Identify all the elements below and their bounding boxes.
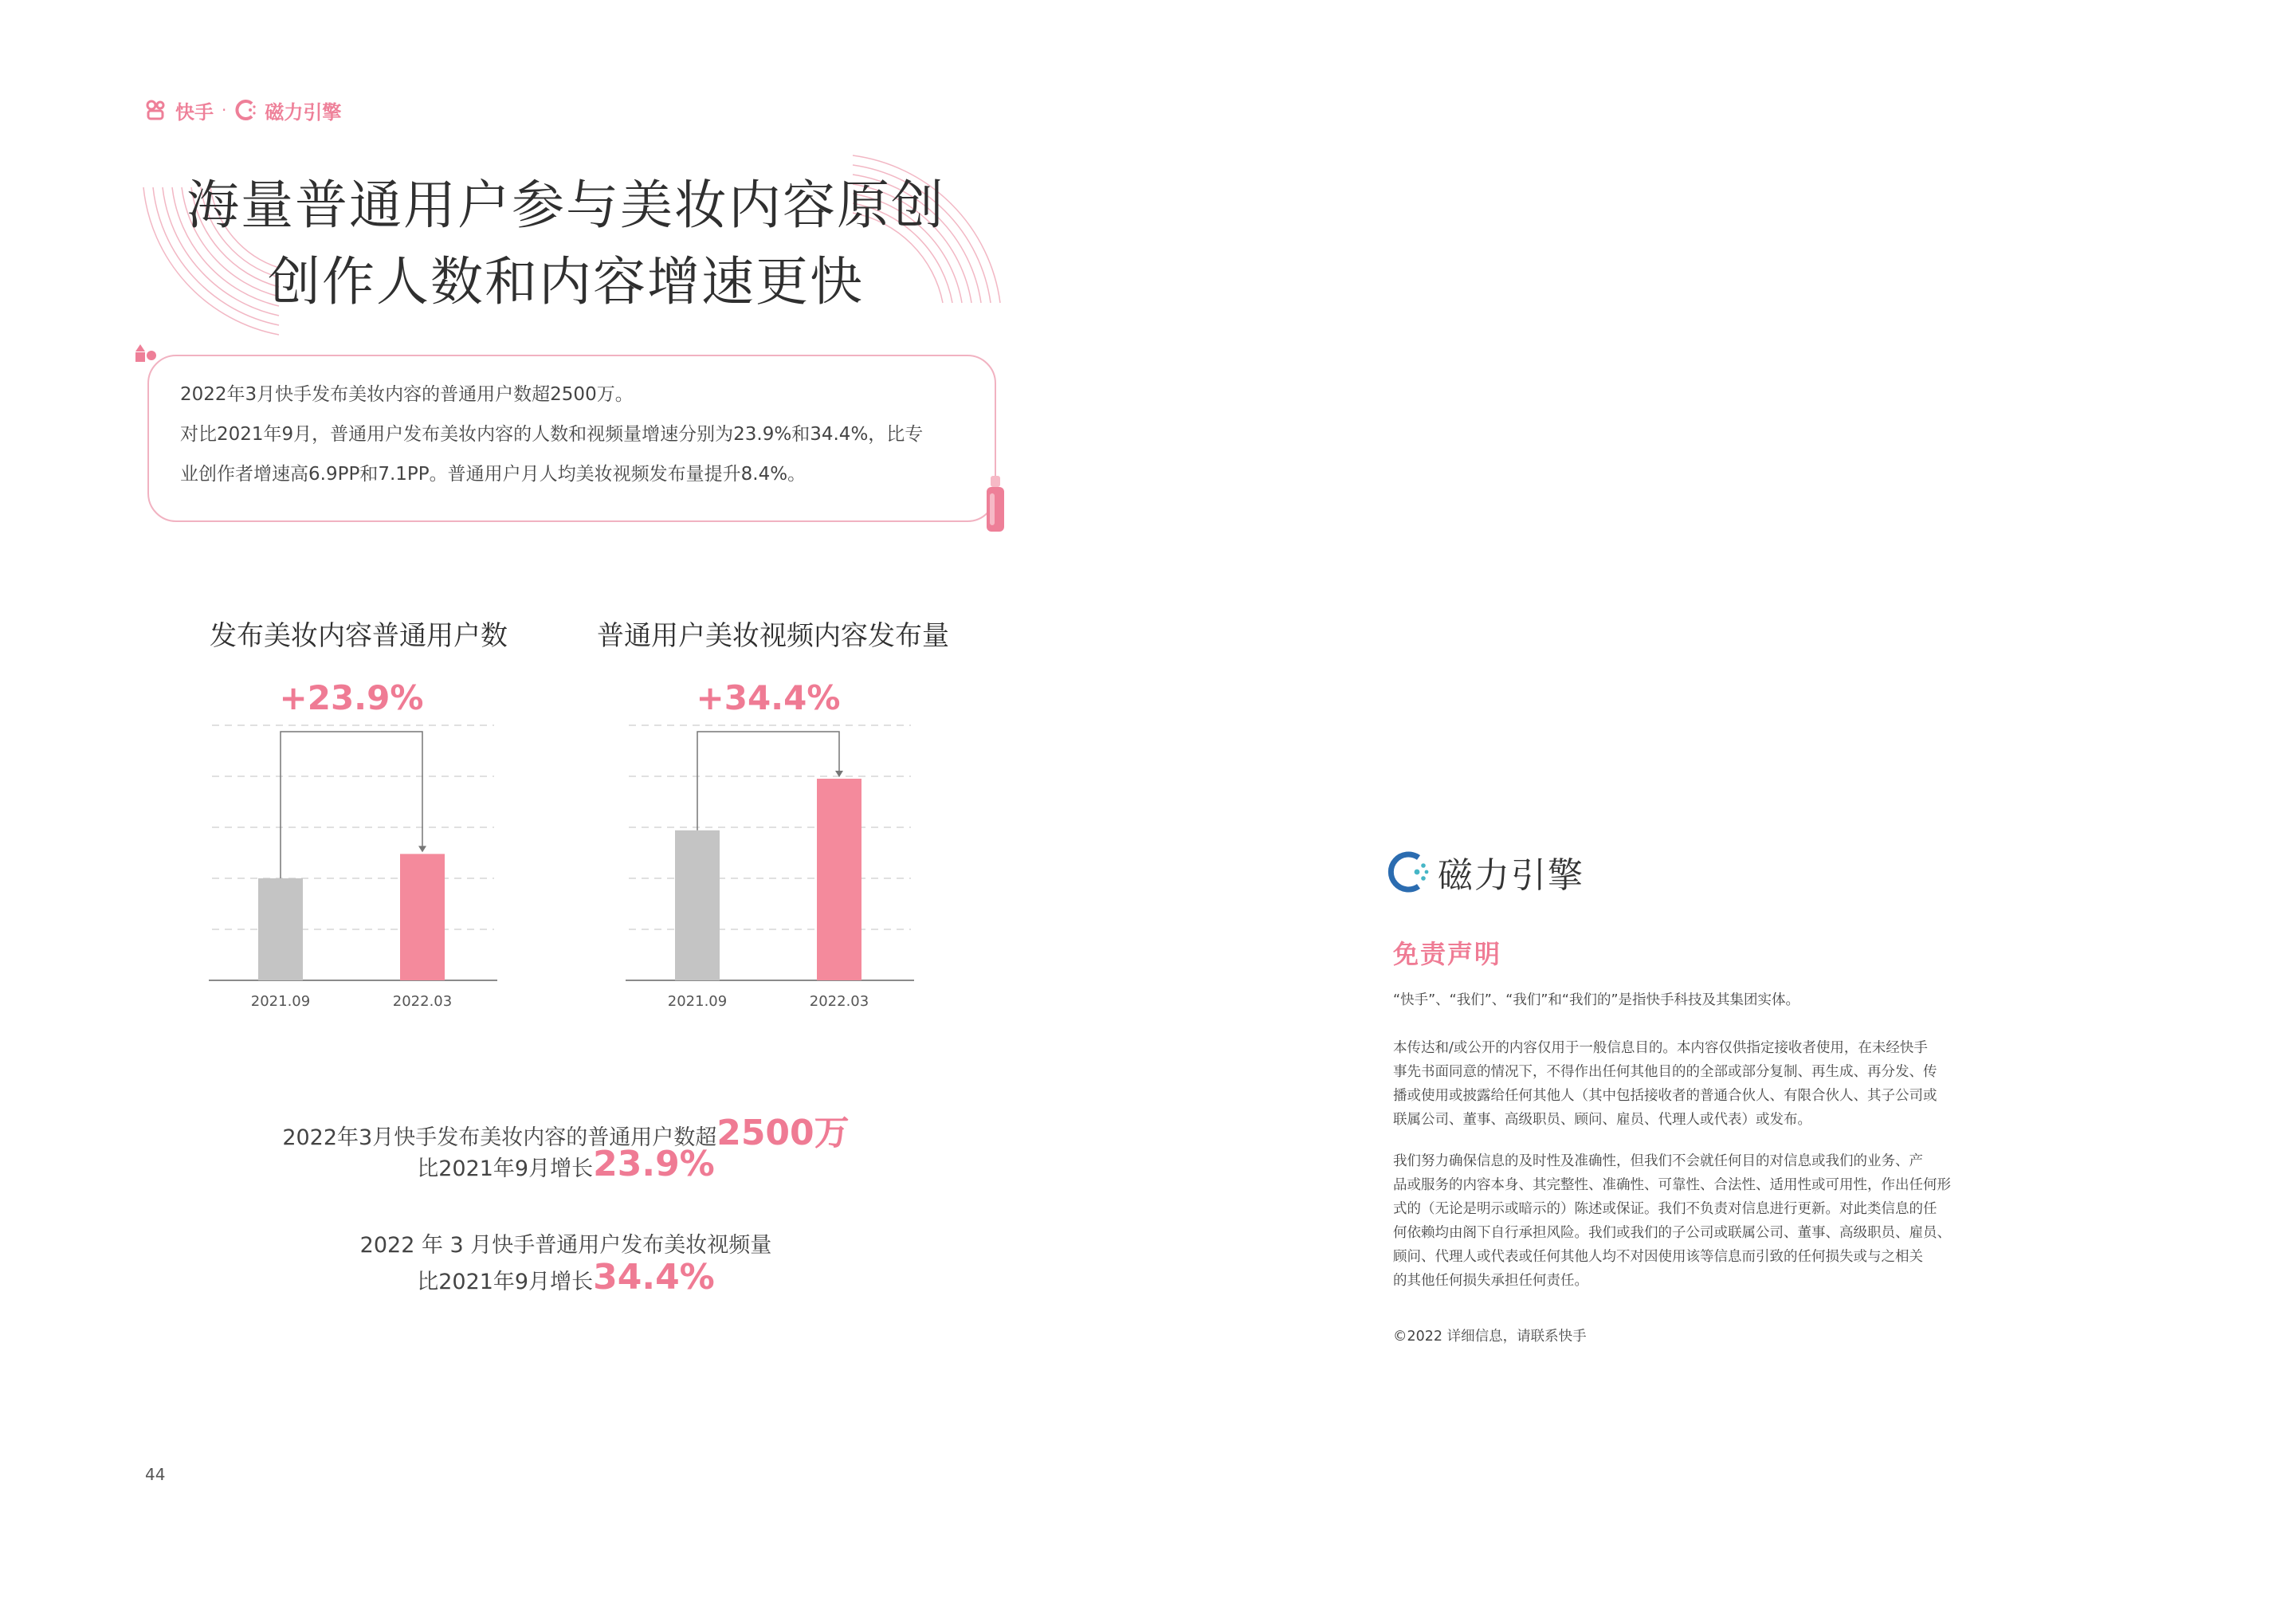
page-title-line1: 海量普通用户参与美妆内容原创 — [186, 175, 945, 236]
stat-videos-text: 2022 年 3 月快手普通用户发布美妆视频量 — [359, 1233, 772, 1258]
stat-videos — [239, 1227, 893, 1258]
disclaimer-p3-l4: 何依赖均由阁下自行承担风险。我们或我们的子公司或联属公司、董事、高级职员、雇员、 — [1393, 1225, 1951, 1241]
chart1-bar-2021.09 — [258, 878, 303, 980]
chart2 — [624, 669, 927, 1020]
summary-text — [180, 375, 969, 494]
disclaimer-p2 — [1393, 1036, 1989, 1132]
disclaimer-p2-l1: 本传达和/或公开的内容仅用于一般信息目的。本内容仅供指定接收者使用，在未经快手 — [1393, 1040, 1928, 1056]
page-title-line2: 创作人数和内容增速更快 — [268, 251, 864, 312]
disclaimer-p1-text: “快手”、“我们”、“我们”和“我们的”是指快手科技及其集团实体。 — [1393, 992, 1800, 1008]
stat-users-text: 2022年3月快手发布美妆内容的普通用户数超 — [282, 1125, 717, 1150]
chart2-xtick-label: 2021.09 — [667, 993, 728, 1010]
disclaimer-copyright-text: ©2022 详细信息，请联系快手 — [1393, 1329, 1587, 1345]
kuaishou-logo-icon — [145, 100, 167, 120]
brand-kuaishou: 快手 — [175, 100, 214, 124]
brand-separator: · — [222, 100, 227, 120]
stat-users-growth — [239, 1144, 893, 1184]
disclaimer-p2-l4: 联属公司、董事、高级职员、顾问、雇员、代理人或代表）或发布。 — [1393, 1112, 1811, 1128]
chart2-bar-2022.03 — [817, 779, 861, 980]
chart2-growth-label: +34.4% — [696, 678, 841, 717]
chart1-xtick-label: 2022.03 — [392, 993, 453, 1010]
disclaimer-p1 — [1393, 988, 1989, 1012]
stat-videos-growth-text: 比2021年9月增长 — [417, 1270, 594, 1294]
disclaimer-p2-l3: 播或使用或披露给任何其他人（其中包括接收者的普通合伙人、有限合伙人、其子公司或 — [1393, 1088, 1937, 1104]
summary-line3: 业创作者增速高6.9PP和7.1PP。普通用户月人均美妆视频发布量提升8.4%。 — [180, 464, 807, 485]
chart2-xtick-label: 2022.03 — [809, 993, 869, 1010]
stat-users-growth-value: 23.9% — [593, 1144, 715, 1184]
disclaimer-title: 免责声明 — [1393, 939, 1502, 969]
stat-videos-growth — [239, 1257, 893, 1298]
stat-videos-growth-value: 34.4% — [593, 1257, 715, 1298]
lipstick-icon — [983, 474, 1007, 535]
shapes-icon — [134, 343, 158, 367]
header-brand — [145, 94, 341, 126]
disclaimer-p3-l1: 我们努力确保信息的及时性及准确性，但我们不会就任何目的对信息或我们的业务、产 — [1393, 1153, 1923, 1169]
disclaimer-p3-l5: 顾问、代理人或代表或任何其他人均不对因使用该等信息而引致的任何损失或与之相关 — [1393, 1249, 1923, 1265]
stat-users-growth-text: 比2021年9月增长 — [417, 1156, 594, 1181]
summary-line1: 2022年3月快手发布美妆内容的普通用户数超2500万。 — [180, 384, 634, 405]
chart1-growth-label: +23.9% — [279, 678, 424, 717]
disclaimer-p3-l6: 的其他任何损失承担任何责任。 — [1393, 1273, 1588, 1289]
chart2-title: 普通用户美妆视频内容发布量 — [597, 620, 949, 652]
page-title — [135, 167, 996, 320]
summary-line2: 对比2021年9月，普通用户发布美妆内容的人数和视频量增速分别为23.9%和34.4%，比专 — [180, 424, 924, 445]
disclaimer-p3-l2: 品或服务的内容本身、其完整性、准确性、可靠性、合法性、适用性或可用性，作出任何形 — [1393, 1177, 1951, 1193]
engine-logo — [1385, 846, 1584, 897]
engine-logo-name: 磁力引擎 — [1438, 855, 1584, 896]
chart2-bar-2021.09 — [675, 830, 720, 980]
disclaimer-p3-l3: 式的（无论是明示或暗示的）陈述或保证。我们不负责对信息进行更新。对此类信息的任 — [1393, 1201, 1937, 1217]
engine-logo-icon — [234, 99, 257, 121]
disclaimer-p2-l2: 事先书面同意的情况下，不得作出任何其他目的的全部或部分复制、再生成、再分发、传 — [1393, 1064, 1937, 1080]
brand-engine: 磁力引擎 — [265, 100, 342, 124]
chart1-title: 发布美妆内容普通用户数 — [210, 620, 508, 652]
disclaimer-p3 — [1393, 1149, 1989, 1293]
stat-users-value: 2500万 — [716, 1113, 850, 1153]
disclaimer-copyright — [1393, 1325, 1989, 1349]
chart1-arrow-icon — [418, 846, 426, 852]
chart1-xtick-label: 2021.09 — [250, 993, 311, 1010]
engine-mark-icon — [1385, 850, 1430, 894]
chart1-bar-2022.03 — [400, 854, 445, 980]
chart1 — [207, 669, 510, 1020]
page-number: 44 — [145, 1465, 166, 1484]
